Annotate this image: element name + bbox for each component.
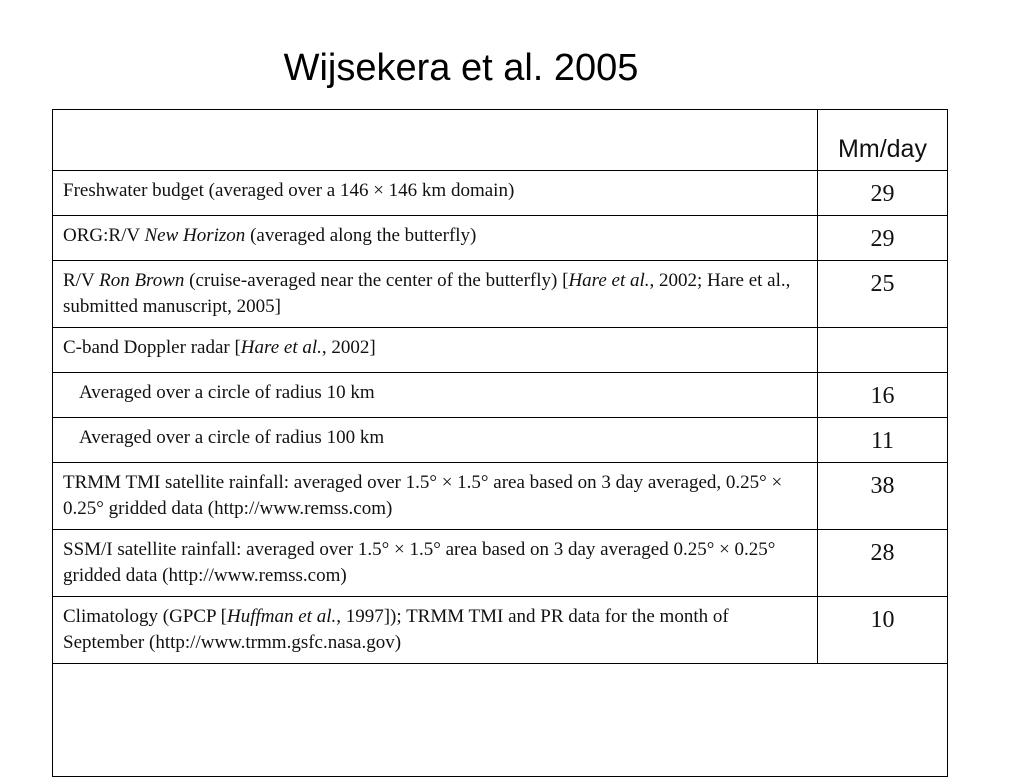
row-value [818,328,947,372]
row-label: TRMM TMI satellite rainfall: averaged over 1.5° × 1.5° area based on 3 day averaged, 0.25° × 0.25° gridded data (http://www.remss.com) [53,463,818,529]
row-label: Averaged over a circle of radius 10 km [53,373,818,417]
row-label: Climatology (GPCP [Huffman et al., 1997]); TRMM TMI and PR data for the month of September (http://www.trmm.gsfc.nasa.gov) [53,597,818,663]
header-unit-cell: Mm/day [838,135,927,163]
rainfall-comparison-table [52,109,948,777]
row-label: C-band Doppler radar [Hare et al., 2002] [53,328,818,372]
table-row [53,418,947,463]
row-value: 25 [870,271,895,297]
table-row [53,261,947,328]
row-label: Freshwater budget (averaged over a 146 × 146 km domain) [53,171,818,215]
row-value: 11 [870,428,895,454]
table-footer-row [53,664,947,770]
footer-cell [53,664,947,770]
row-value: 10 [870,607,895,633]
table-row [53,530,947,597]
slide-title: Wijsekera et al. 2005 [283,47,639,89]
row-value: 29 [870,181,895,207]
row-value: 28 [870,540,895,566]
row-value: 38 [870,473,895,499]
table-row [53,373,947,418]
table-row [53,216,947,261]
row-label: Averaged over a circle of radius 100 km [53,418,818,462]
row-value: 16 [870,383,895,409]
table-row [53,597,947,664]
table-row [53,463,947,530]
header-label-cell [53,110,818,170]
row-label: ORG:R/V New Horizon (averaged along the butterfly) [53,216,818,260]
row-label: SSM/I satellite rainfall: averaged over 1.5° × 1.5° area based on 3 day averaged 0.25° × 0.25° gridded data (http://www.remss.com) [53,530,818,596]
table-header-row [53,110,947,171]
table-row [53,171,947,216]
table-row [53,328,947,373]
row-value: 29 [870,226,895,252]
row-label: R/V Ron Brown (cruise-averaged near the center of the butterfly) [Hare et al., 2002; Hare et al., submitted manuscript, 2005] [53,261,818,327]
